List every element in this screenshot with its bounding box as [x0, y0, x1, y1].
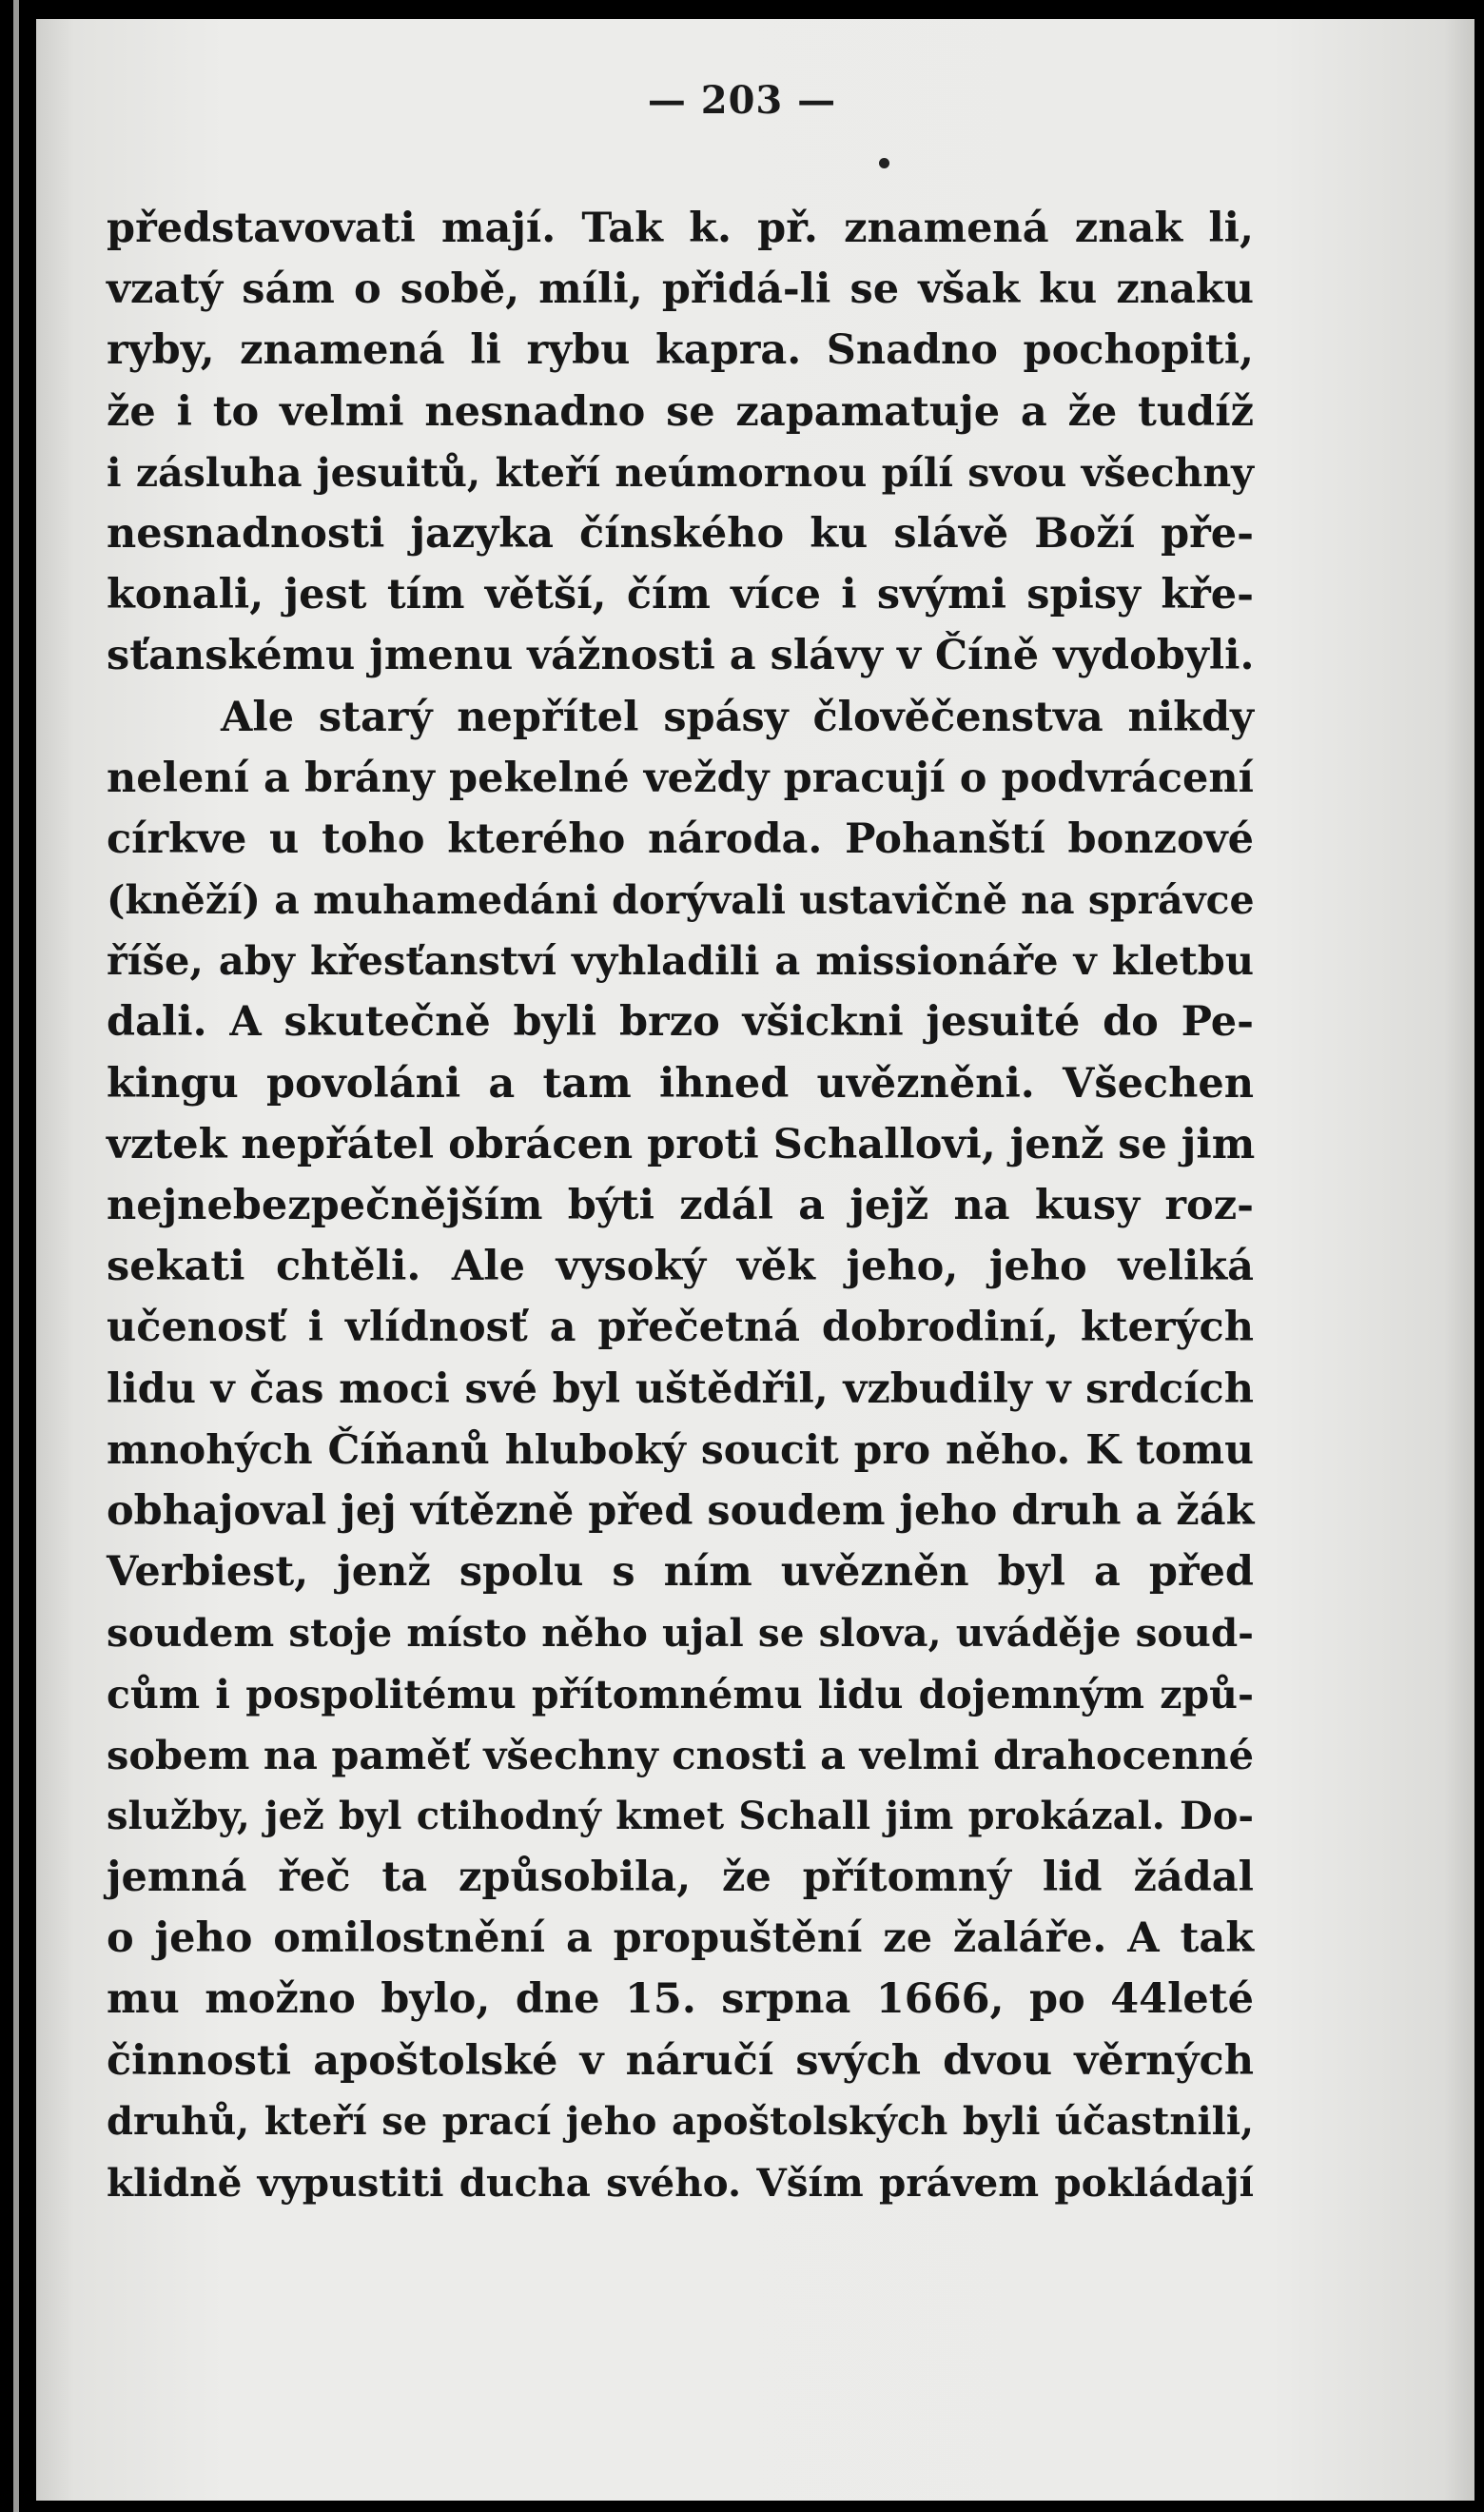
- text-line: vztek nepřátel obrácen proti Schallovi, jenž se jim: [107, 1120, 1256, 1168]
- ink-speck: [879, 158, 889, 168]
- page-number: — 203 —: [647, 78, 837, 123]
- text-line: že i to velmi nesnadno se zapamatuje a že tudíž: [107, 387, 1254, 436]
- text-line: nesnadnosti jazyka čínského ku slávě Boží pře-: [107, 509, 1254, 558]
- text-line: soudem stoje místo něho ujal se slova, uváděje soud-: [107, 1610, 1254, 1657]
- text-line: služby, jež byl ctihodný kmet Schall jim prokázal. Do-: [107, 1793, 1254, 1838]
- text-line: mu možno bylo, dne 15. srpna 1666, po 44leté: [107, 1975, 1254, 2024]
- text-line: sekati chtěli. Ale vysoký věk jeho, jeho veliká: [107, 1243, 1254, 1291]
- binding-edge: [13, 0, 19, 2512]
- text-line: církve u toho kterého národa. Pohanští bonzové: [107, 814, 1254, 863]
- text-line: činnosti apoštolské v náručí svých dvou věrných: [107, 2036, 1254, 2085]
- text-line: obhajoval jej vítězně před soudem jeho druh a žák: [107, 1486, 1255, 1535]
- text-line: i zásluha jesuitů, kteří neúmornou pílí svou všechny: [107, 449, 1254, 496]
- text-line: Verbiest, jenž spolu s ním uvězněn byl a před: [107, 1548, 1254, 1597]
- text-line-paragraph-start: Ale starý nepřítel spásy člověčenstva nikdy: [221, 693, 1254, 741]
- text-line: jemná řeč ta způsobila, že přítomný lid žádal: [107, 1854, 1254, 1902]
- text-line: dali. A skutečně byli brzo všickni jesuité do Pe-: [107, 998, 1254, 1047]
- text-line: učenosť i vlídnosť a přečetná dobrodiní, kterých: [107, 1304, 1254, 1352]
- text-line: cům i pospolitému přítomnému lidu dojemným způ-: [107, 1671, 1254, 1717]
- text-line: mnohých Číňanů hluboký soucit pro něho. K tomu: [107, 1425, 1254, 1474]
- body-text: [107, 198, 1254, 2213]
- text-line: lidu v čas moci své byl uštědřil, vzbudily v srdcích: [107, 1364, 1254, 1413]
- text-line: nejnebezpečnějším býti zdál a jejž na kusy roz-: [107, 1182, 1254, 1229]
- text-line: klidně vypustiti ducha svého. Vším právem pokládají: [107, 2160, 1254, 2206]
- text-line: kingu povoláni a tam ihned uvězněni. Všechen: [107, 1059, 1254, 1108]
- text-line: představovati mají. Tak k. př. znamená znak li,: [107, 205, 1254, 252]
- text-line: říše, aby křesťanství vyhladili a missionáře v kletbu: [107, 937, 1254, 985]
- text-line: druhů, kteří se prací jeho apoštolských byli účastnili,: [107, 2098, 1254, 2144]
- text-line: vzatý sám o sobě, míli, přidá-li se však ku znaku: [107, 265, 1254, 314]
- text-line: konali, jest tím větší, čím více i svými spisy kře-: [107, 571, 1254, 619]
- text-line: ryby, znamená li rybu kapra. Snadno pochopiti,: [107, 326, 1254, 375]
- text-line: sobem na paměť všechny cnosti a velmi drahocenné: [107, 1731, 1254, 1778]
- text-line: nelení a brány pekelné veždy pracují o podvrácení: [107, 754, 1254, 802]
- text-line: (kněží) a muhamedáni dorývali ustavičně na správce: [107, 877, 1255, 924]
- text-line: sťanskému jmenu vážnosti a slávy v Číně vydobyli.: [107, 632, 1255, 680]
- text-line: o jeho omilostnění a propuštění ze žaláře. A tak: [107, 1914, 1254, 1963]
